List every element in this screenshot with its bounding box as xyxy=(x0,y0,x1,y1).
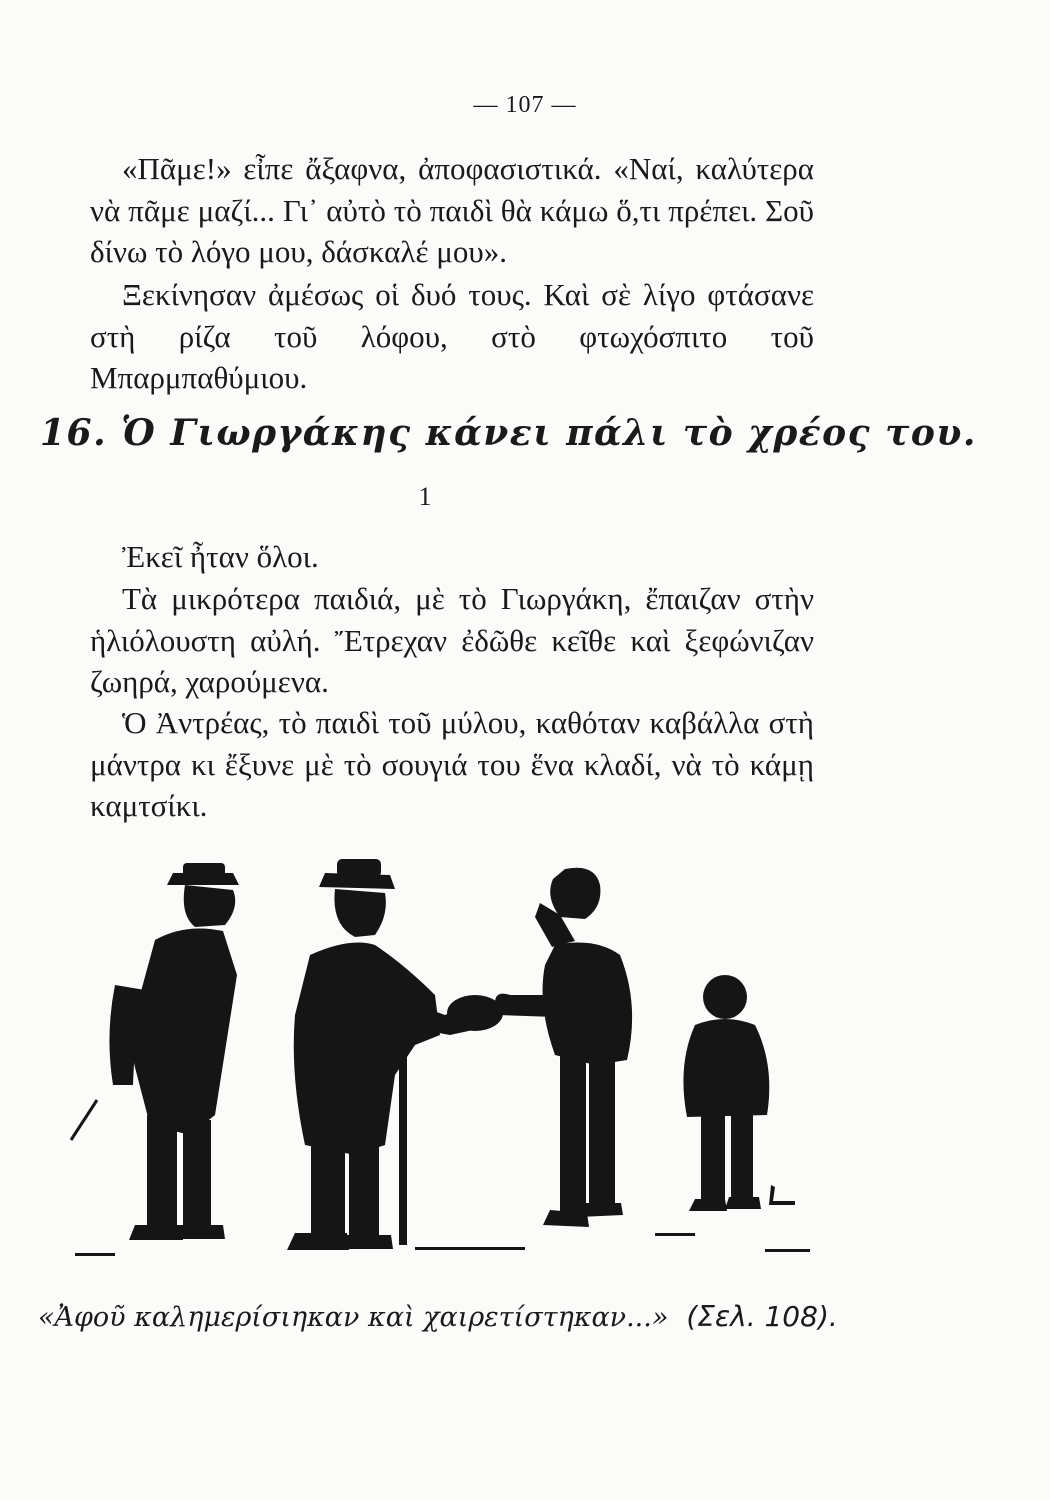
man-with-cane-figure xyxy=(287,859,503,1250)
paragraph-5: Ὁ Ἀντρέας, τὸ παιδὶ τοῦ μύλου, καθόταν καβάλλα στὴ μάντρα κι ἔξυνε μὲ τὸ σουγιά του ἕνα κλαδί, νὰ τὸ κάμῃ καμτσίκι. xyxy=(90,705,814,823)
illustration-caption xyxy=(38,1300,838,1333)
silhouette-illustration xyxy=(55,845,820,1275)
caption-page-reference: (Σελ. 108). xyxy=(686,1300,838,1333)
paragraph-1: «Πᾶμε!» εἶπε ἄξαφνα, ἀποφασιστικά. «Ναί, καλύτερα νὰ πᾶμε μαζί... Γι᾿ αὐτὸ τὸ παιδὶ θὰ κάμω ὅ,τι πρέπει. Σοῦ δίνω τὸ λόγο μου, δάσκαλέ μου». xyxy=(90,151,814,269)
subsection-number: 1 xyxy=(418,482,432,511)
bearded-man-figure xyxy=(495,868,632,1227)
caption-text: «Ἀφοῦ καλημερίσιηκαν καὶ χαιρετίστηκαν...» xyxy=(38,1302,669,1333)
section-heading: 16. Ὁ Γιωργάκης κάνει πάλι τὸ χρέος του. xyxy=(40,412,977,454)
child-figure xyxy=(683,975,769,1211)
paragraph-3: Ἐκεῖ ἦταν ὅλοι. xyxy=(122,539,319,574)
page-number: — 107 — xyxy=(473,92,577,118)
paragraph-4: Τὰ μικρότερα παιδιά, μὲ τὸ Γιωργάκη, ἔπαιζαν στὴν ἡλιόλουστη αὐλή. Ἔτρεχαν ἐδῶθε κεῖθε καὶ ξεφώνιζαν ζωηρά, χαρούμενα. xyxy=(90,581,814,699)
old-man-left-figure xyxy=(109,863,239,1240)
paragraph-2: Ξεκίνησαν ἀμέσως οἱ δυό τους. Καὶ σὲ λίγο φτάσανε στὴ ρίζα τοῦ λόφου, στὸ φτωχόσπιτο τοῦ Μπαρμπαθύμιου. xyxy=(90,277,814,395)
